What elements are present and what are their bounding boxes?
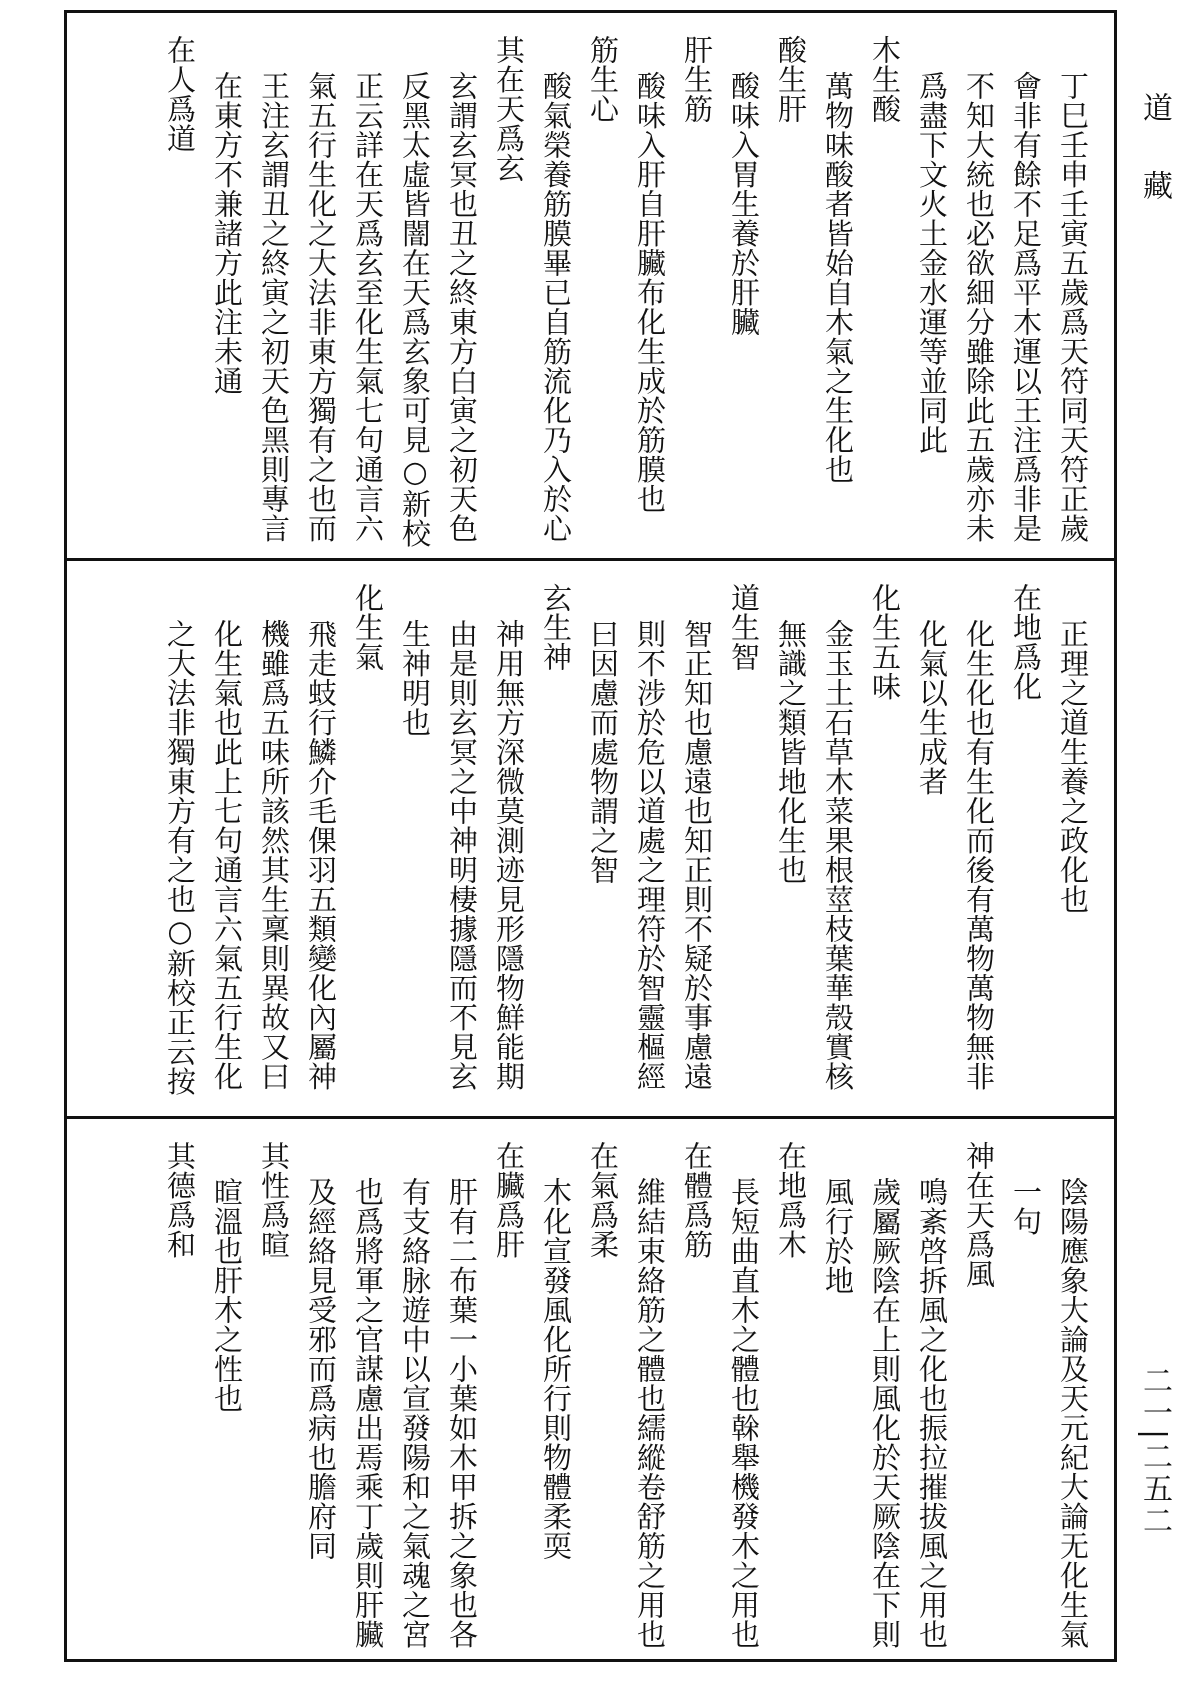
commentary-line: 肝有二布葉一小葉如木甲拆之象也各 <box>445 1177 479 1649</box>
commentary-line: 及經絡見受邪而爲病也膽府同 <box>304 1177 338 1561</box>
scripture-line: 在人爲道 <box>163 35 197 153</box>
commentary-line: 萬物味酸者皆始自木氣之生化也 <box>821 71 855 484</box>
commentary-line: 由是則玄冥之中神明棲據隱而不見玄 <box>445 619 479 1091</box>
column-group-upper <box>160 35 1092 548</box>
page-frame <box>64 10 1117 1662</box>
scripture-line: 其德爲和 <box>163 1141 197 1259</box>
scripture-line: 在地爲木 <box>774 1141 808 1259</box>
commentary-line: 在東方不兼諸方此注未通 <box>210 71 244 396</box>
scripture-line: 道生智 <box>727 583 761 672</box>
commentary-line: 陰陽應象大論及天元紀大論无化生氣 <box>1056 1177 1090 1649</box>
commentary-line: 正云詳在天爲玄至化生氣七句通言六 <box>351 71 385 543</box>
text-panel-lower <box>67 1119 1114 1659</box>
scripture-line: 酸生肝 <box>774 35 808 124</box>
commentary-line: 有支絡脉遊中以宣發陽和之氣魂之宮 <box>398 1177 432 1649</box>
commentary-line: 長短曲直木之體也榦舉機發木之用也 <box>727 1177 761 1649</box>
commentary-line: 化生氣也此上七句通言六氣五行生化 <box>210 619 244 1091</box>
commentary-line: 王注玄謂丑之終寅之初天色黑則專言 <box>257 71 291 543</box>
text-panel-middle <box>67 561 1114 1116</box>
commentary-line: 反黑太虛皆闇在天爲玄象可見○新校 <box>398 71 432 548</box>
column-group-lower <box>160 1141 1092 1649</box>
scripture-line: 在體爲筋 <box>680 1141 714 1259</box>
commentary-line: 歲屬厥陰在上則風化於天厥陰在下則 <box>868 1177 902 1649</box>
commentary-line: 鳴紊啓拆風之化也振拉摧拔風之用也 <box>915 1177 949 1649</box>
commentary-line: 會非有餘不足爲平木運以王注爲非是 <box>1009 71 1043 543</box>
commentary-line: 一句 <box>1009 1177 1043 1236</box>
commentary-line: 正理之道生養之政化也 <box>1056 619 1090 914</box>
scripture-line: 神在天爲風 <box>962 1141 996 1289</box>
text-panel-upper <box>67 13 1114 558</box>
commentary-line: 生神明也 <box>398 619 432 737</box>
commentary-line: 酸氣榮養筋膜畢已自筋流化乃入於心 <box>539 71 573 543</box>
commentary-line: 機雖爲五味所該然其生稟則異故又曰 <box>257 619 291 1091</box>
column-group-middle <box>160 583 1092 1096</box>
commentary-line: 氣五行生化之大法非東方獨有之也而 <box>304 71 338 543</box>
commentary-line: 丁巳壬申壬寅五歲爲天符同天符正歲 <box>1056 71 1090 543</box>
commentary-line: 也爲將軍之官謀慮出焉乘丁歲則肝臟 <box>351 1177 385 1649</box>
commentary-line: 玄謂玄冥也丑之終東方白寅之初天色 <box>445 71 479 543</box>
commentary-line: 則不涉於危以道處之理符於智靈樞經 <box>633 619 667 1091</box>
commentary-line: 酸味入胃生養於肝臟 <box>727 71 761 337</box>
commentary-line: 不知大統也必欲細分雖除此五歲亦未 <box>962 71 996 543</box>
scripture-line: 其在天爲玄 <box>492 35 526 183</box>
commentary-line: 暄溫也肝木之性也 <box>210 1177 244 1413</box>
commentary-line: 無識之類皆地化生也 <box>774 619 808 885</box>
commentary-line: 智正知也慮遠也知正則不疑於事慮遠 <box>680 619 714 1091</box>
commentary-line: 酸味入肝自肝臟布化生成於筋膜也 <box>633 71 667 514</box>
page-number: 二一|二五二 <box>1137 1365 1172 1538</box>
scripture-line: 木生酸 <box>868 35 902 124</box>
scripture-line: 在臟爲肝 <box>492 1141 526 1259</box>
scripture-line: 化生五味 <box>868 583 902 701</box>
scripture-line: 肝生筋 <box>680 35 714 124</box>
commentary-line: 飛走蚑行鱗介毛倮羽五類變化內屬神 <box>304 619 338 1091</box>
scripture-line: 在地爲化 <box>1009 583 1043 701</box>
commentary-line: 風行於地 <box>821 1177 855 1295</box>
commentary-line: 化生化也有生化而後有萬物萬物無非 <box>962 619 996 1091</box>
scripture-line: 玄生神 <box>539 583 573 672</box>
commentary-line: 神用無方深微莫測迹見形隱物鮮能期 <box>492 619 526 1091</box>
commentary-line: 曰因慮而處物謂之智 <box>586 619 620 885</box>
scripture-line: 其性爲暄 <box>257 1141 291 1259</box>
commentary-line: 維結束絡筋之體也繻縱卷舒筋之用也 <box>633 1177 667 1649</box>
book-title: 道藏 <box>1137 92 1172 248</box>
commentary-line: 化氣以生成者 <box>915 619 949 796</box>
commentary-line: 木化宣發風化所行則物體柔耎 <box>539 1177 573 1561</box>
commentary-line: 爲盡下文火土金水運等並同此 <box>915 71 949 455</box>
commentary-line: 金玉土石草木菜果根莖枝葉華殼實核 <box>821 619 855 1091</box>
scripture-line: 在氣爲柔 <box>586 1141 620 1259</box>
scripture-line: 化生氣 <box>351 583 385 672</box>
scripture-line: 筋生心 <box>586 35 620 124</box>
commentary-line: 之大法非獨東方有之也○新校正云按 <box>163 619 197 1096</box>
